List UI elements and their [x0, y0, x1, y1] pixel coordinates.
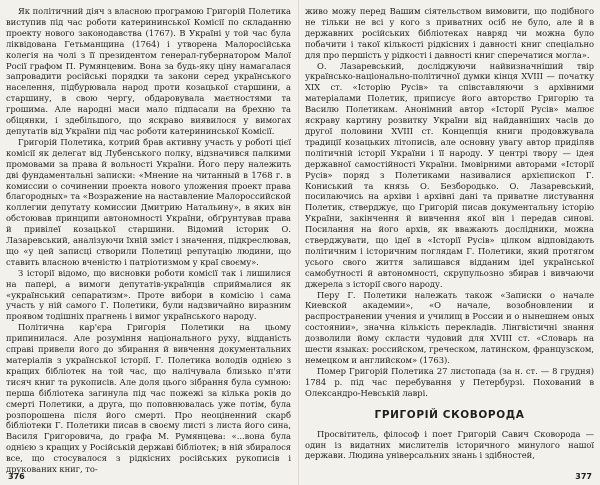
- paragraph: Політична кар'єра Григорія Полетики на цьому припинилася. Але розуміння національного руху, відданість справі привели його до збирання й вивчення документальних матеріалів з української історії. Г. Полетика володів однією з кращих бібліотек на той час, що налічувала близько п'яти тисяч книг та рукописів. Але доля цього зібрання була сумною: перша бібліотека загинула під час пожежі за кілька років до смерті Полетики, а друга, що поповнювалась уже потім, була розпорошена після його смерті. Про неоціненний скарб бібліотеки Г. Полетики писав в своєму листі з листа його сина, Василя Григоровича, до графа М. Румянцева: «...вона була однією з кращих у Російській державі бібліотек; в ній збиралося все, що стосувалося з рідкісних російських рукописів і друкованих книг, то-: [6, 322, 291, 475]
- paragraph: Помер Григорій Полетика 27 листопада (за н. ст. — 8 грудня) 1784 р. під час перебування у Петербурзі. Похований в Олександро-Невській лаврі.: [305, 365, 594, 398]
- page-number: 376: [8, 472, 25, 481]
- page-number: 377: [575, 472, 592, 481]
- paragraph: Перу Г. Полетики належать також «Записки о начале Киевской академии», «О начале, возобновлении и распространении учения и училищ в России и о нынешнем оных состоянии», значна кількість перекладів. Лінгвістичні знання дозволили йому скласти чудовий для XVIII ст. «Словарь на шести языках: российском, греческом, латинском, французском, немецком и английском» (1763).: [305, 289, 594, 365]
- paragraph: Просвітитель, філософ і поет Григорій Савич Сковорода — один із видатних мислителів історичного минулого нашої держави. Людина універсальних знань і здібностей,: [305, 428, 594, 461]
- section-title: ГРИГОРІЙ СКОВОРОДА: [374, 408, 525, 421]
- paragraph: живо можу перед Вашим сіятельством вимовити, що подібного не тільки не всі у кого з приватних осіб не було, але й в державних російських бібліотеках навряд чи можна було побачити і такої кількості рідкісних і давності книг спеціально для про першість у рідкості і давності книг сперечатися могла».: [305, 6, 594, 60]
- page-gutter: [298, 0, 299, 485]
- paragraph: О. Лазаревський, досліджуючи найвизначніший твір українсько-національно-політичної думки кінця XVIII — початку XIX ст. «Історію Русів» та співставляючи з архівними матеріалами Полетик, приписує його авторство Григорію та Василю Полетикам. Анонімний автор «Історії Русів» малює яскраву картину розвитку України від найдавніших часів до другої половини XVIII ст. Концепція книги продовжувала традиції козацьких літописів, але основну увагу автор приділяв політичній історії України і її народу. У центрі твору — ідея державної самостійності України. Імовірними авторами «Історії Русів» поряд з Полетиками називалися архієпископ Г. Кониський та князь О. Безбородько. О. Лазаревський, посилаючись на архіви і архівні дані та приватне листування Полетик, стверджує, що Григорій писав документальну історію України, закінчення й вивчення якої він і передав синові. Посилання на його архів, як вважають дослідники, можна стверджувати, що ідеї в «Історії Русів» цілком відповідають політичним і історичним поглядам Г. Полетики, який протягом усього свого життя залишався відданим ідеї української самобутності й автономності, скрупульозно збирав і вивчаючи джерела з історії свого народу.: [305, 60, 594, 289]
- left-page: [6, 6, 291, 475]
- paragraph: Як політичний діяч з власною програмою Григорій Полетика виступив під час роботи катерининської Комісії по складанню проекту нового законодавства (1767). В Україні у той час була ліквідована Гетьманщина (1764) і утворена Малоросійська колегія на чолі з її президентом генерал-губернатором Малої Росії графом П. Румянцевим. Вона за будь-яку ціну намагалася запровадити російські порядки та закони серед українського населення, підбурювала народ проти козацької старшини, а старшину, в свою чергу, обдаровувала маєтностями та грошима. Але народні маси мало підпасали на брехню та обіцянки, і здебільшого, що яскраво виявилося у вимогах депутатів від України під час роботи катерининської Комісії.: [6, 6, 291, 136]
- paragraph: Григорій Полетика, котрий брав активну участь у роботі цієї комісії як делегат від Лубенського полку, відзначився палкими промовами за права й вольності України. Його перу належить дві фундаментальні записки: «Мнение на читанный в 1768 г. в комиссии о сочинении проекта нового уложения проект права благородных» та «Возражение на наставление Малороссийской коллегии депутату комиссии Дмитрию Натальину», в яких він обстоював принципи автономності України, обґрунтував права й привілеї козацької старшини. Відомий історик О. Лазаревський, аналізуючи їхній зміст і значення, підкреслював, що «у цей записці створили Полетиці репутацію людини, що ставить власною вченістю і патріотизмом у краї своєму».: [6, 136, 291, 267]
- paragraph: З історії відомо, що висновки роботи комісії так і лишилися на папері, а вимоги депутатів-українців сприймалися як «український сепаратизм». Проте вибори в комісію і сама участь у ній самого Г. Полетики, були надзвичайно виразним проявом тодішніх прагнень і вимог українського народу.: [6, 267, 291, 322]
- right-page: [305, 6, 594, 467]
